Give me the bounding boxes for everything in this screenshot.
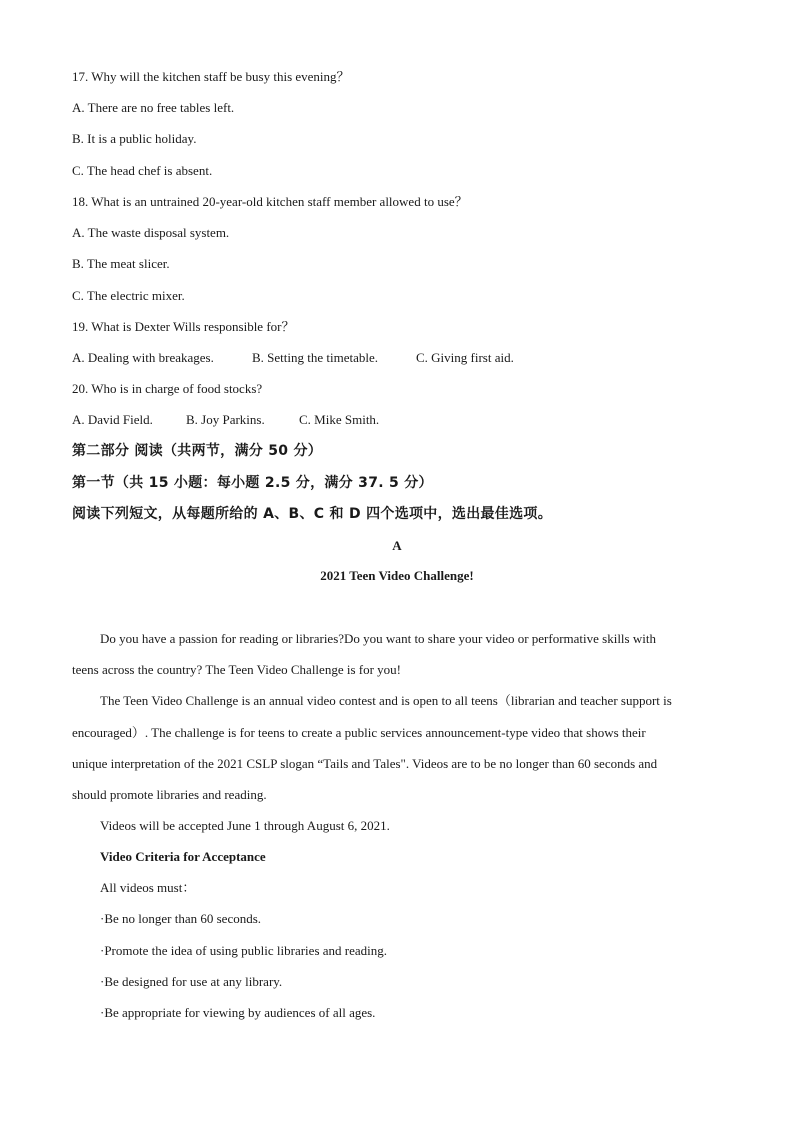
- question-19-option-c: C. Giving first aid.: [416, 350, 514, 365]
- question-17-stem: 17. Why will the kitchen staff be busy this evening？: [72, 69, 350, 84]
- question-19-stem: 19. What is Dexter Wills responsible for？: [72, 319, 295, 334]
- passage-letter: A: [392, 538, 402, 553]
- question-18-option-c: C. The electric mixer.: [72, 288, 185, 303]
- question-19-option-b: B. Setting the timetable.: [252, 350, 379, 365]
- question-20-option-b: B. Joy Parkins.: [186, 412, 265, 427]
- passage-line: Videos will be accepted June 1 through August 6, 2021.: [100, 818, 390, 833]
- question-20-stem: 20. Who is in charge of food stocks?: [72, 381, 263, 396]
- criteria-heading: Video Criteria for Acceptance: [100, 849, 266, 864]
- question-17-option-a: A. There are no free tables left.: [72, 100, 235, 115]
- part-heading: 第二部分 阅读（共两节，满分 50 分）: [72, 443, 323, 459]
- criteria-item: ·Be no longer than 60 seconds.: [100, 911, 262, 926]
- question-18-option-b: B. The meat slicer.: [72, 256, 170, 271]
- instruction-text: 阅读下列短文，从每题所给的 A、B、C 和 D 四个选项中，选出最佳选项。: [72, 506, 552, 522]
- criteria-intro: All videos must：: [100, 880, 196, 895]
- question-20-option-c: C. Mike Smith.: [299, 412, 380, 427]
- criteria-item: ·Be designed for use at any library.: [100, 974, 283, 989]
- question-17-option-c: C. The head chef is absent.: [72, 163, 213, 178]
- passage-line: The Teen Video Challenge is an annual video contest and is open to all teens（librarian and teacher support is: [100, 693, 672, 708]
- subsection-heading: 第一节（共 15 小题：每小题 2.5 分，满分 37. 5 分）: [72, 475, 433, 491]
- question-20-option-a: A. David Field.: [72, 412, 153, 427]
- passage-line: teens across the country? The Teen Video Challenge is for you!: [72, 662, 401, 677]
- passage-line: encouraged）. The challenge is for teens to create a public services announcement-type video that shows their: [72, 725, 646, 740]
- question-18-stem: 18. What is an untrained 20-year-old kitchen staff member allowed to use？: [72, 194, 468, 209]
- question-18-option-a: A. The waste disposal system.: [72, 225, 230, 240]
- passage-line: Do you have a passion for reading or libraries?Do you want to share your video or performative skills with: [100, 631, 656, 646]
- criteria-item: ·Be appropriate for viewing by audiences of all ages.: [100, 1005, 376, 1020]
- question-17-option-b: B. It is a public holiday.: [72, 131, 197, 146]
- passage-title: 2021 Teen Video Challenge!: [320, 568, 474, 583]
- passage-line: should promote libraries and reading.: [72, 787, 267, 802]
- passage-line: unique interpretation of the 2021 CSLP slogan “Tails and Tales". Videos are to be no longer than 60 seconds and: [72, 756, 658, 771]
- criteria-item: ·Promote the idea of using public libraries and reading.: [100, 943, 388, 958]
- question-19-option-a: A. Dealing with breakages.: [72, 350, 214, 365]
